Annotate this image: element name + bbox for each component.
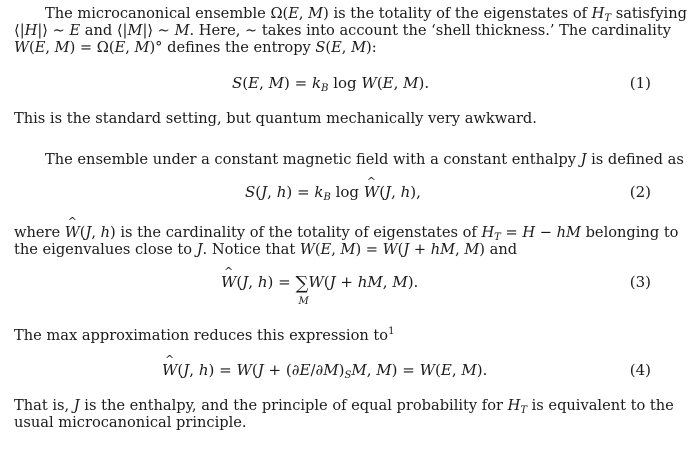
- text-line: the eigenvalues close to J. Notice that W(E, M) = W(J + hM, M) and: [14, 241, 518, 258]
- equation-1-number: (1): [629, 74, 651, 92]
- equation-2: [0, 184, 688, 208]
- equation-2-expression: S(J, $h) = k_B$ log ^ W(J, h),: [245, 184, 421, 201]
- paragraph-conclusion: [14, 397, 674, 431]
- equation-4-number: (4): [629, 361, 651, 379]
- text-line: That is, J is the enthalpy, and the principle of equal probability for $H_T$ is equivalent to the: [14, 397, 674, 416]
- paragraph-magnetic-ensemble: [14, 151, 684, 168]
- equation-3-number: (3): [629, 273, 651, 291]
- paragraph-standard-setting: [14, 110, 660, 127]
- text-line: where ^ W(J, h) is the cardinality of the totality of eigenstates of $H_T = H$ − hM belonging to: [14, 224, 660, 241]
- equation-1-expression: S(E, $M) = k_B$ log W(E, M).: [232, 74, 430, 94]
- summation-symbol: ∑ M: [295, 273, 309, 307]
- equation-3: [0, 273, 688, 307]
- equation-1: [0, 75, 688, 99]
- equation-2-number: (2): [629, 183, 651, 201]
- text-line: usual microcanonical principle.: [14, 414, 247, 431]
- text-line: ⟨|H|⟩ ∼ E and ⟨|M|⟩ ∼ M. Here, ∼ takes into account the ‘shell thickness.’ The cardinality: [14, 22, 671, 39]
- text-line: This is the standard setting, but quantum mechanically very awkward.: [14, 110, 537, 127]
- text-line: The ensemble under a constant magnetic field with a constant enthalpy J is defined as: [45, 151, 684, 168]
- text-line: The microcanonical ensemble Ω(E, M) is the totality of the eigenstates of $H_T$ satisfying: [45, 5, 687, 24]
- equation-3-expression: ^ W(J, h) = ∑ M W(J + hM, M).: [221, 274, 418, 292]
- paragraph-max-approximation: [14, 327, 660, 344]
- equation-4: [0, 362, 688, 386]
- paragraph-microcanonical: [14, 5, 687, 56]
- paragraph-cardinality: [14, 224, 679, 258]
- text-line: The max approximation reduces this expression $to^1$: [14, 326, 395, 344]
- equation-4-expression: ^ W(J, $h) = W(J + (\partial E/\partial M)_SM$, M) = W(E, M).: [162, 362, 487, 379]
- text-line: W(E, M) = Ω(E, M)° defines the entropy S(E, M):: [14, 39, 377, 56]
